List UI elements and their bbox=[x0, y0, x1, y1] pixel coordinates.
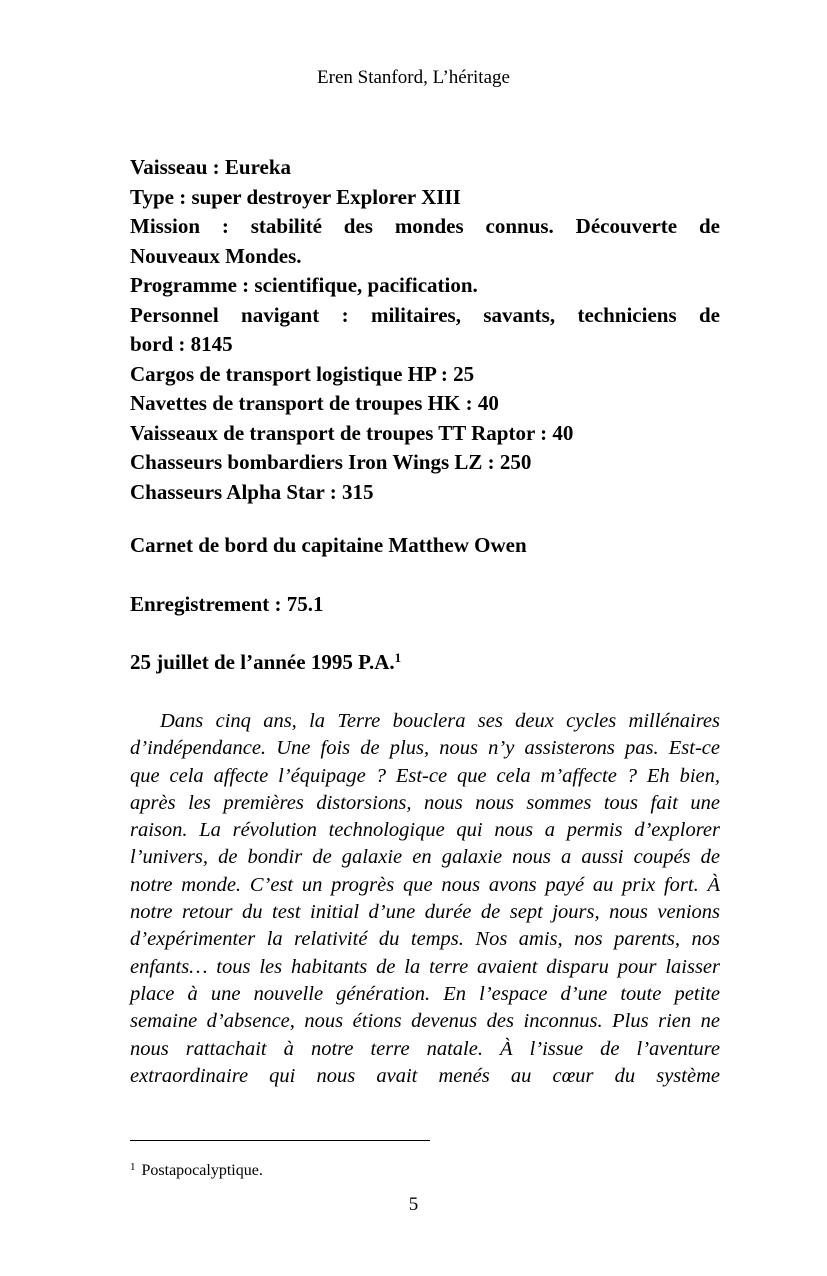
body-line: enfants… tous les habitants de la terre avaient disparu pour laisser bbox=[130, 955, 720, 978]
body-paragraph bbox=[130, 708, 720, 1090]
record-number: Enregistrement : 75.1 bbox=[130, 592, 324, 616]
body-line: après les premières distorsions, nous nous sommes tous fait une bbox=[130, 791, 720, 814]
body-line: notre retour du test initial d’une durée de sept jours, nous venions bbox=[130, 901, 720, 924]
body-line: que cela affecte l’équipage ? Est-ce que cela m’affecte ? Eh bien, bbox=[130, 764, 720, 787]
running-title: Eren Stanford, L’héritage bbox=[317, 67, 510, 88]
spec-line: Mission : stabilité des mondes connus. Découverte de bbox=[130, 214, 720, 238]
body-line: semaine d’absence, nous étions devenus des inconnus. Plus rien ne bbox=[130, 1010, 720, 1033]
spec-line: Vaisseau : Eureka bbox=[130, 155, 292, 179]
spec-line: Chasseurs Alpha Star : 315 bbox=[130, 479, 374, 504]
footnote bbox=[130, 1156, 720, 1182]
spec-line: Programme : scientifique, pacification. bbox=[130, 273, 478, 297]
body-line: Dans cinq ans, la Terre bouclera ses deux cycles millénaires bbox=[160, 710, 720, 732]
spec-line: Cargos de transport logistique HP : 25 bbox=[130, 361, 475, 386]
body-line: nous rattachait à notre terre natale. À l’issue de l’aventure bbox=[130, 1037, 720, 1060]
body-line: extraordinaire qui nous avait menés au cœur du système bbox=[130, 1064, 720, 1087]
spec-line: Chasseurs bombardiers Iron Wings LZ : 250 bbox=[130, 450, 532, 474]
entry-date-text: 25 juillet de l’année 1995 P.A. bbox=[130, 650, 395, 674]
spec-line: Navettes de transport de troupes HK : 40 bbox=[130, 391, 499, 415]
spec-line: bord : 8145 bbox=[130, 332, 233, 356]
spec-line: Nouveaux Mondes. bbox=[130, 243, 302, 268]
body-line: d’indépendance. Une fois de plus, nous n’y assisterons pas. Est-ce bbox=[130, 737, 720, 760]
body-line: raison. La révolution technologique qui nous a permis d’explorer bbox=[130, 819, 720, 842]
entry-date bbox=[130, 648, 720, 677]
body-line: notre monde. C’est un progrès que nous avons payé au prix fort. À bbox=[130, 873, 720, 896]
body-line: l’univers, de bondir de galaxie en galaxie nous a aussi coupés de bbox=[130, 846, 720, 869]
footnote-mark: 1 bbox=[130, 1161, 136, 1173]
spec-line: Vaisseaux de transport de troupes TT Raptor : 40 bbox=[130, 420, 574, 445]
footnote-reference[interactable]: 1 bbox=[394, 650, 402, 665]
ship-specifications bbox=[130, 153, 720, 507]
page-number: 5 bbox=[408, 1194, 419, 1215]
spec-line: Type : super destroyer Explorer XIII bbox=[130, 184, 461, 209]
footnote-text: Postapocalyptique. bbox=[141, 1162, 263, 1179]
spec-line: Personnel navigant : militaires, savants, techniciens de bbox=[130, 302, 720, 327]
body-line: d’expérimenter la relativité du temps. Nos amis, nos parents, nos bbox=[130, 928, 720, 951]
body-line: place à une nouvelle génération. En l’espace d’une toute petite bbox=[130, 982, 720, 1005]
logbook-title: Carnet de bord du capitaine Matthew Owen bbox=[130, 533, 527, 557]
footnote-separator bbox=[130, 1140, 430, 1141]
